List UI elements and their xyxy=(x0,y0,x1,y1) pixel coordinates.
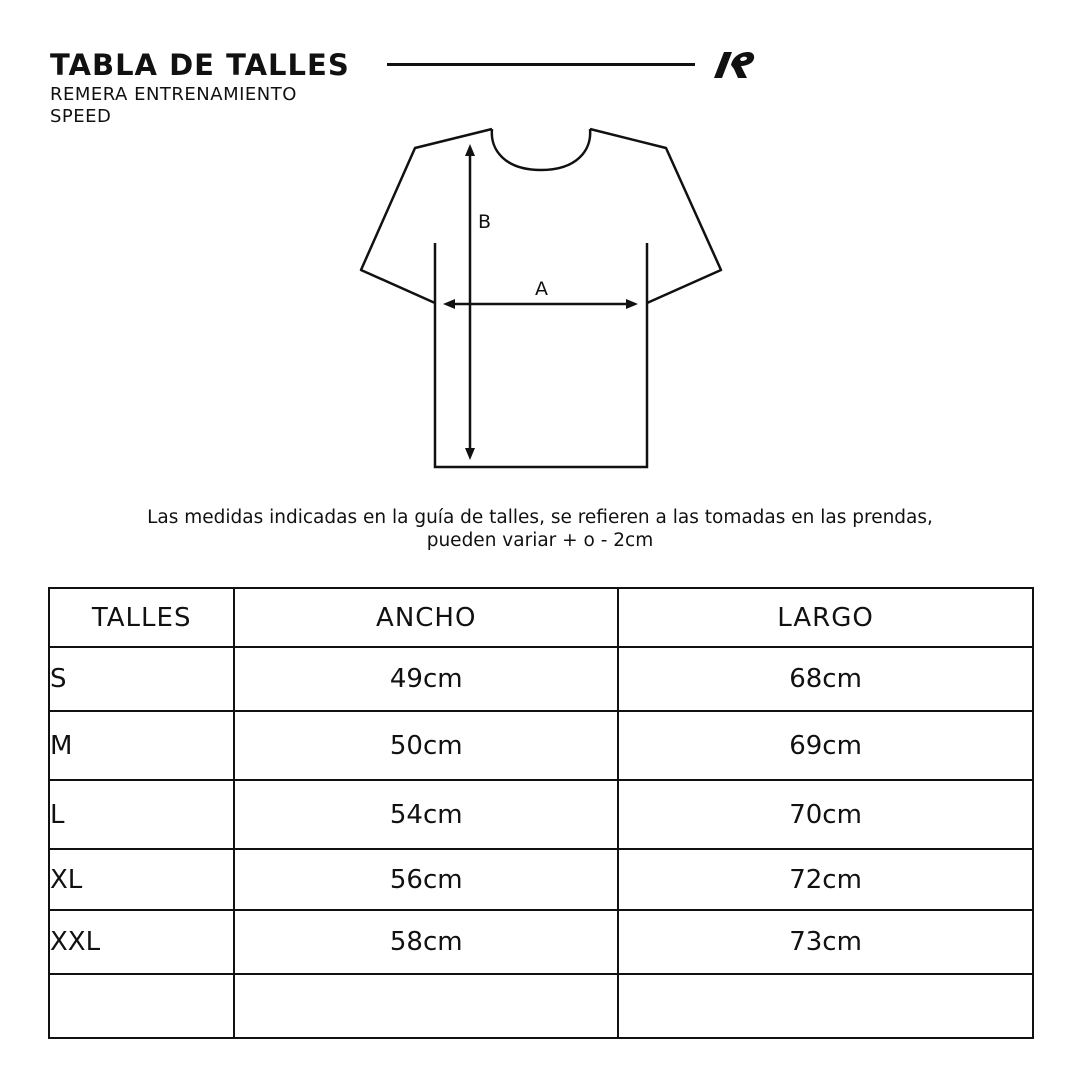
width-cell xyxy=(234,974,618,1038)
size-cell: L xyxy=(49,780,234,849)
size-cell: M xyxy=(49,711,234,780)
length-cell: 70cm xyxy=(618,780,1033,849)
header-talles: TALLES xyxy=(49,588,234,647)
tshirt-outline xyxy=(361,129,721,303)
table-row xyxy=(49,974,1033,1038)
width-cell: 49cm xyxy=(234,647,618,711)
width-cell: 54cm xyxy=(234,780,618,849)
table-header-row xyxy=(49,588,1033,647)
size-cell xyxy=(49,974,234,1038)
table-row xyxy=(49,647,1033,711)
tshirt-body xyxy=(435,243,647,467)
width-cell: 56cm xyxy=(234,849,618,910)
width-cell: 50cm xyxy=(234,711,618,780)
length-arrow-top-head xyxy=(465,144,475,156)
table-row xyxy=(49,910,1033,974)
length-arrow-bottom-head xyxy=(465,448,475,460)
width-label: A xyxy=(535,278,548,300)
title-divider xyxy=(387,63,695,66)
product-subtitle-line1: REMERA ENTRENAMIENTO xyxy=(50,84,297,105)
tshirt-collar xyxy=(492,129,590,170)
note-line-1: Las medidas indicadas en la guía de talles, se refieren a las tomadas en las prendas, xyxy=(147,507,933,528)
width-cell: 58cm xyxy=(234,910,618,974)
size-cell: XL xyxy=(49,849,234,910)
table-row xyxy=(49,849,1033,910)
tshirt-diagram xyxy=(355,122,727,474)
header-largo: LARGO xyxy=(618,588,1033,647)
length-cell xyxy=(618,974,1033,1038)
measurement-note xyxy=(40,506,1040,552)
table-row xyxy=(49,780,1033,849)
note-line-2: pueden variar + o - 2cm xyxy=(426,530,654,551)
length-cell: 68cm xyxy=(618,647,1033,711)
page-title: TABLA DE TALLES xyxy=(50,48,350,82)
length-label: B xyxy=(478,211,492,233)
header-ancho: ANCHO xyxy=(234,588,618,647)
table-row xyxy=(49,711,1033,780)
brand-logo-icon xyxy=(714,50,758,80)
length-cell: 72cm xyxy=(618,849,1033,910)
length-cell: 73cm xyxy=(618,910,1033,974)
size-cell: XXL xyxy=(49,910,234,974)
length-cell: 69cm xyxy=(618,711,1033,780)
width-arrow-right-head xyxy=(626,299,638,309)
width-arrow-left-head xyxy=(443,299,455,309)
size-cell: S xyxy=(49,647,234,711)
product-subtitle-line2: SPEED xyxy=(50,106,112,127)
size-table xyxy=(48,587,1034,1039)
